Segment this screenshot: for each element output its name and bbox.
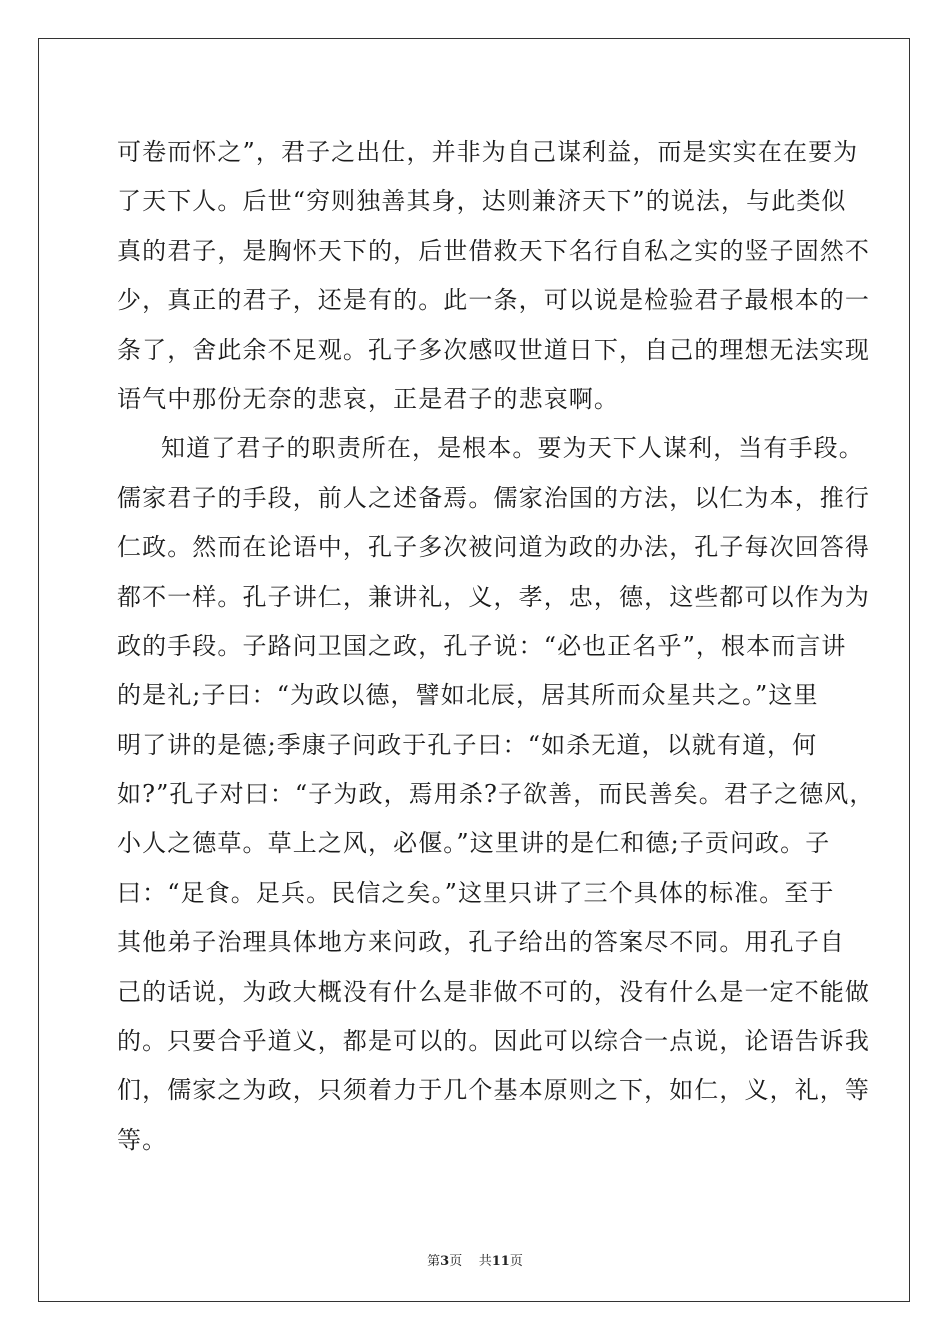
text-line: 可卷而怀之”，君子之出仕，并非为自己谋利益，而是实实在在要为 xyxy=(117,138,859,166)
text-line: 的是礼;子曰：“为政以德，譬如北辰，居其所而众星共之。”这里 xyxy=(117,681,819,710)
text-line: 曰：“足食。足兵。民信之矣。”这里只讲了三个具体的标准。至于 xyxy=(117,878,835,907)
text-line: 语气中那份无奈的悲哀，正是君子的悲哀啊。 xyxy=(117,384,619,413)
page-footer xyxy=(0,1250,950,1269)
text-line: 少，真正的君子，还是有的。此一条，可以说是检验君子最根本的一 xyxy=(117,286,870,315)
page-prefix: 第 xyxy=(427,1254,441,1269)
paragraph xyxy=(117,128,870,424)
document-body xyxy=(117,128,875,1165)
text-line: 其他弟子治理具体地方来问政，孔子给出的答案尽不同。用孔子自 xyxy=(117,928,845,957)
total-pages: 11 xyxy=(491,1254,510,1269)
text-line: 的。只要合乎道义，都是可以的。因此可以综合一点说，论语告诉我 xyxy=(117,1027,870,1056)
paragraph xyxy=(117,424,875,1165)
text-line: 知道了君子的职责所在，是根本。要为天下人谋利，当有手段。 xyxy=(161,434,864,463)
text-line: 小人之德草。草上之风，必偃。”这里讲的是仁和德;子贡问政。子 xyxy=(117,829,831,858)
text-line: 己的话说，为政大概没有什么是非做不可的，没有什么是一定不能做 xyxy=(117,977,870,1006)
total-prefix: 共 xyxy=(478,1254,492,1269)
text-line: 政的手段。子路问卫国之政，孔子说：“必也正名乎”，根本而言讲 xyxy=(117,631,847,660)
text-line: 儒家君子的手段，前人之述备焉。儒家治国的方法，以仁为本，推行 xyxy=(117,483,870,512)
text-line: 们，儒家之为政，只须着力于几个基本原则之下，如仁，义，礼，等 xyxy=(117,1076,870,1105)
text-line: 明了讲的是德;季康子问政于孔子曰：“如杀无道，以就有道，何 xyxy=(117,730,818,759)
text-line: 仁政。然而在论语中，孔子多次被问道为政的办法，孔子每次回答得 xyxy=(117,533,870,562)
text-line: 真的君子，是胸怀天下的，后世借救天下名行自私之实的竖子固然不 xyxy=(117,236,870,265)
text-line: 条了，舍此余不足观。孔子多次感叹世道日下，自己的理想无法实现 xyxy=(117,335,870,364)
text-line: 如?”孔子对曰：“子为政，焉用杀?子欲善，而民善矣。君子之德风， xyxy=(117,780,875,809)
text-line: 了天下人。后世“穷则独善其身，达则兼济天下”的说法，与此类似 xyxy=(117,187,847,216)
page-number: 3 xyxy=(440,1254,450,1269)
text-line: 等。 xyxy=(117,1125,168,1154)
total-suffix: 页 xyxy=(509,1254,523,1269)
page-suffix: 页 xyxy=(449,1254,463,1269)
text-line: 都不一样。孔子讲仁，兼讲礼，义，孝，忠，德，这些都可以作为为 xyxy=(117,582,870,611)
